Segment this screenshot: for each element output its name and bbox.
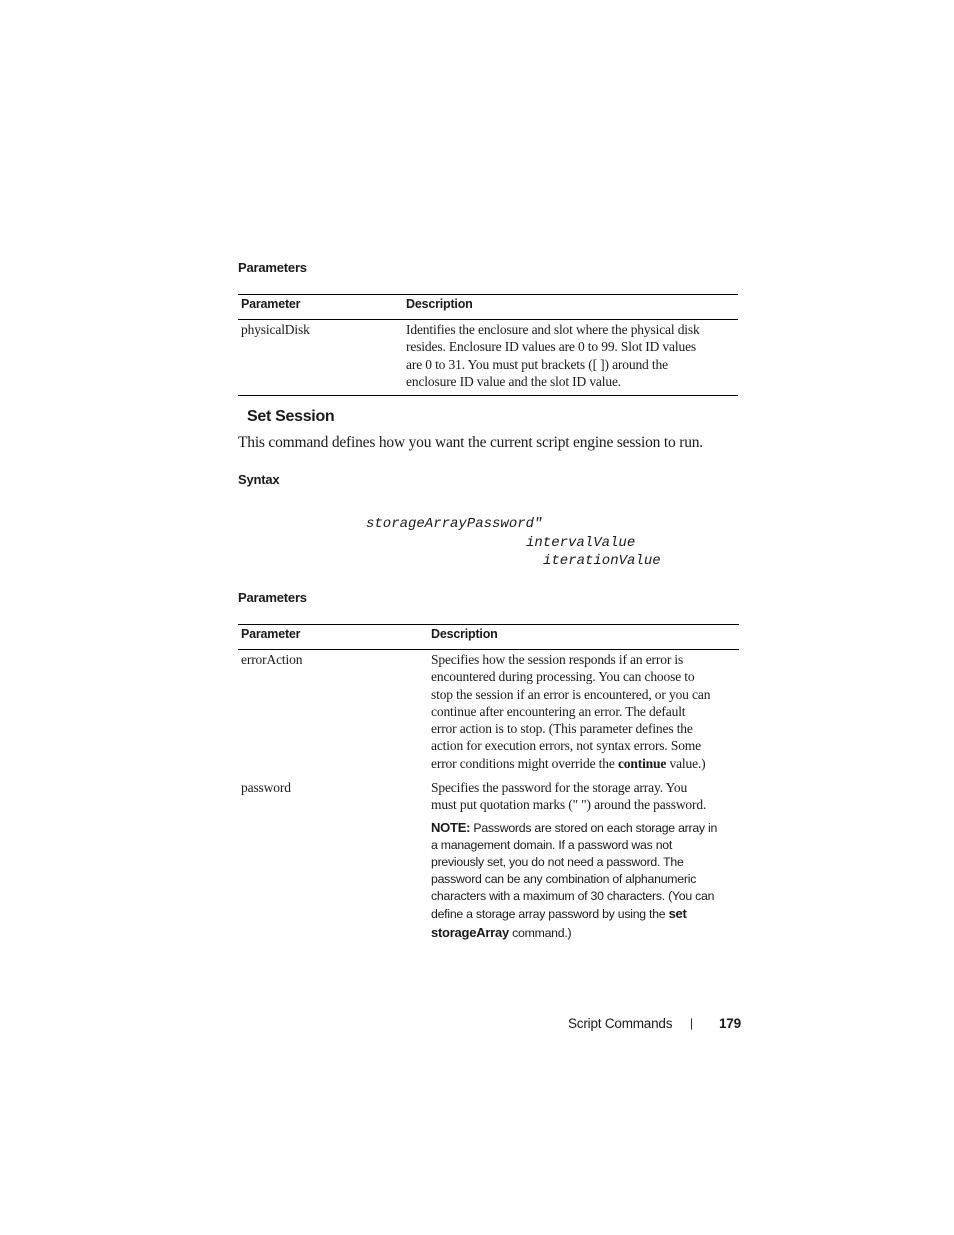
note-line xyxy=(431,924,737,942)
table-top-rule xyxy=(238,294,738,295)
text-run: Passwords are stored on each storage array in xyxy=(470,821,718,835)
table-header-parameter: Parameter xyxy=(241,627,301,641)
table-bottom-rule xyxy=(238,395,738,396)
table-header-parameter: Parameter xyxy=(241,297,301,311)
text-run: value.) xyxy=(666,755,706,771)
description-line: continue after encountering an error. The default xyxy=(431,703,686,719)
syntax-line: storageArrayPassword" xyxy=(366,516,543,532)
param-description xyxy=(431,779,737,814)
note-line: password can be any combination of alphanumeric xyxy=(431,872,697,887)
note-line: a management domain. If a password was not xyxy=(431,838,673,853)
description-line: encountered during processing. You can choose to xyxy=(431,669,695,685)
description-line: must put quotation marks (" ") around the password. xyxy=(431,797,707,813)
keyword-continue: continue xyxy=(617,755,667,771)
syntax-line: intervalValue xyxy=(526,535,636,551)
text-run: error conditions might override the xyxy=(431,755,618,771)
syntax-heading: Syntax xyxy=(238,472,280,487)
note-block xyxy=(431,819,737,942)
param-name: password xyxy=(241,780,291,795)
param-name: physicalDisk xyxy=(241,322,310,337)
table-header-rule xyxy=(238,319,738,320)
keyword-storagearray: storageArray xyxy=(431,924,509,940)
description-line: Specifies how the session responds if an error is xyxy=(431,652,684,667)
section-title: Set Session xyxy=(247,408,335,425)
parameters-heading-1: Parameters xyxy=(238,260,307,275)
table-header-rule xyxy=(238,649,739,650)
note-line xyxy=(431,819,737,837)
note-line: previously set, you do not need a password. The xyxy=(431,855,684,870)
description-line xyxy=(431,755,737,772)
param-description xyxy=(431,651,737,772)
description-line: Identifies the enclosure and slot where the physical disk xyxy=(406,322,700,337)
footer-section-name: Script Commands xyxy=(568,1016,673,1031)
text-run: command.) xyxy=(508,925,572,940)
description-line: resides. Enclosure ID values are 0 to 99. Slot ID values xyxy=(406,339,697,355)
param-name: errorAction xyxy=(241,652,303,667)
description-line: stop the session if an error is encountered, or you can xyxy=(431,686,711,702)
description-line: error action is to stop. (This parameter defines the xyxy=(431,721,693,737)
parameters-heading-2: Parameters xyxy=(238,590,307,605)
note-line: characters with a maximum of 30 characters. (You can xyxy=(431,889,715,904)
table-header-description: Description xyxy=(406,297,473,311)
param-description xyxy=(406,321,736,390)
description-line: enclosure ID value and the slot ID value. xyxy=(406,373,622,389)
table-top-rule xyxy=(238,624,739,625)
description-line: are 0 to 31. You must put brackets ([ ]) around the xyxy=(406,356,668,372)
syntax-line: iterationValue xyxy=(543,553,661,569)
page-number: 179 xyxy=(719,1016,741,1031)
table-header-description: Description xyxy=(431,627,498,641)
description-line: Specifies the password for the storage array. You xyxy=(431,780,688,795)
text-run: define a storage array password by using the xyxy=(431,907,669,922)
note-line xyxy=(431,905,737,923)
intro-paragraph: This command defines how you want the current script engine session to run. xyxy=(238,434,703,451)
note-label: NOTE: xyxy=(431,820,471,835)
keyword-set: set xyxy=(668,906,687,922)
description-line: action for execution errors, not syntax errors. Some xyxy=(431,738,701,754)
footer-separator: | xyxy=(690,1016,693,1030)
